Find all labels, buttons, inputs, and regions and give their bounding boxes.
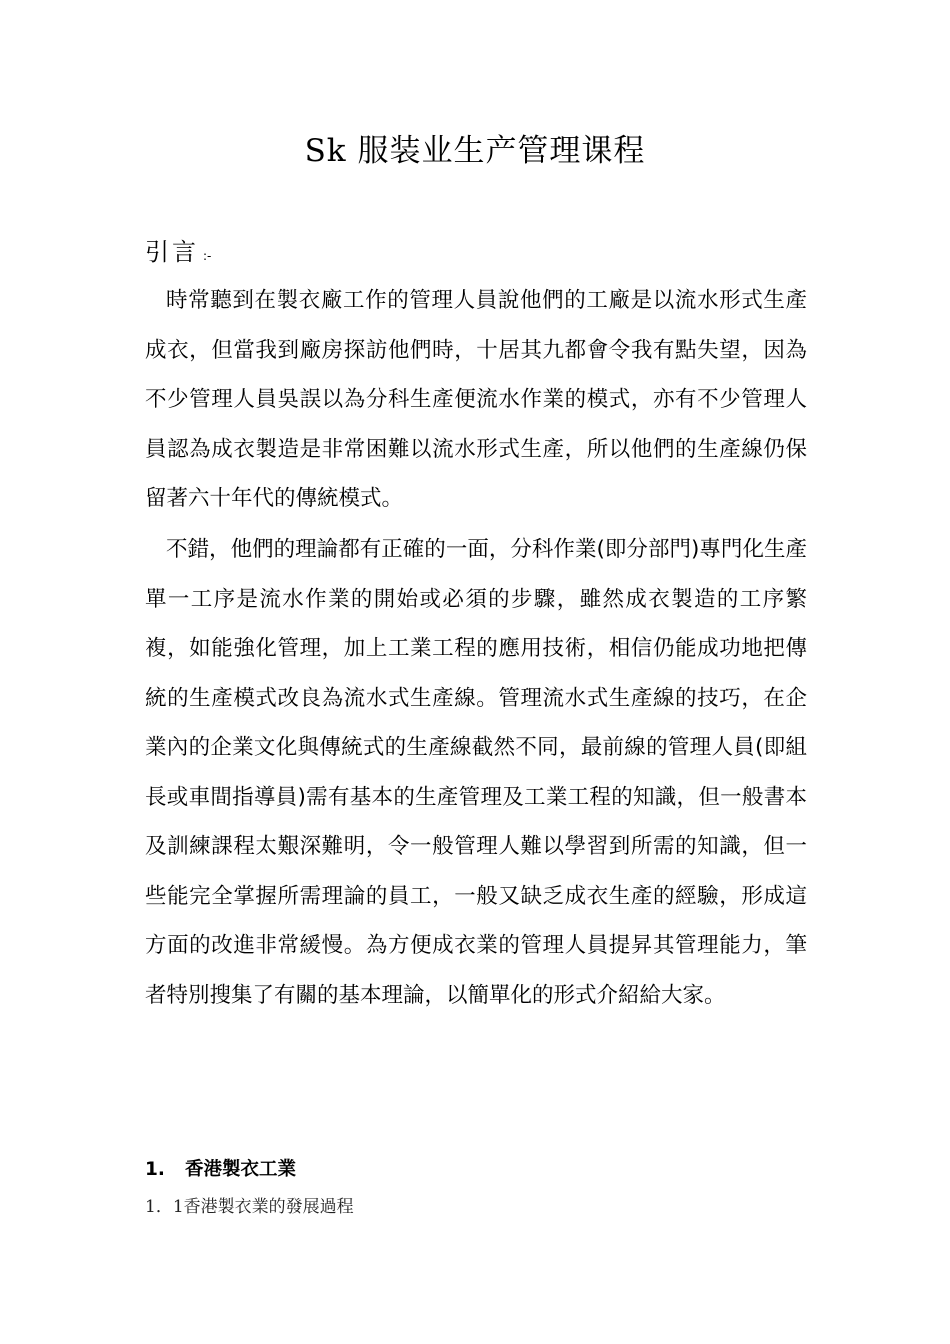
intro-heading: 引言 [145, 238, 199, 266]
body-paragraph: 時常聽到在製衣廠工作的管理人員說他們的工廠是以流水形式生產成衣，但當我到廠房探訪他們時，十居其九都會令我有點失望，因為不少管理人員吳誤以為分科生產便流水作業的模式，亦有不少管理人員認為成衣製造是非常困難以流水形式生產，所以他們的生產線仍保留著六十年代的傳統模式。 [145, 288, 807, 511]
section-number: 1. [145, 1159, 165, 1180]
intro-heading-line [145, 232, 211, 272]
intro-heading-suffix: :- [203, 249, 212, 263]
body-paragraph: 不錯，他們的理論都有正確的一面，分科作業(即分部門)專門化生產單一工序是流水作業的開始或必須的步驟，雖然成衣製造的工序繁複，如能強化管理，加上工業工程的應用技術，相信仍能成功地把傳統的生產模式改良為流水式生產線。管理流水式生產線的技巧，在企業內的企業文化與傳統式的生產線截然不同，最前線的管理人員(即組長或車間指導員)需有基本的生產管理及工業工程的知識，但一般書本及訓練課程太艱深難明，令一般管理人難以學習到所需的知識，但一些能完全掌握所需理論的員工，一般又缺乏成衣生產的經驗，形成這方面的改進非常緩慢。為方便成衣業的管理人員提昇其管理能力，筆者特別搜集了有關的基本理論，以簡單化的形式介紹給大家。 [145, 537, 807, 1008]
subsection-heading: 1．1香港製衣業的發展過程 [145, 1197, 354, 1217]
section-heading [145, 1155, 296, 1185]
section-title: 香港製衣工業 [185, 1159, 297, 1180]
document-title: Sk 服装业生产管理课程 [304, 133, 646, 169]
